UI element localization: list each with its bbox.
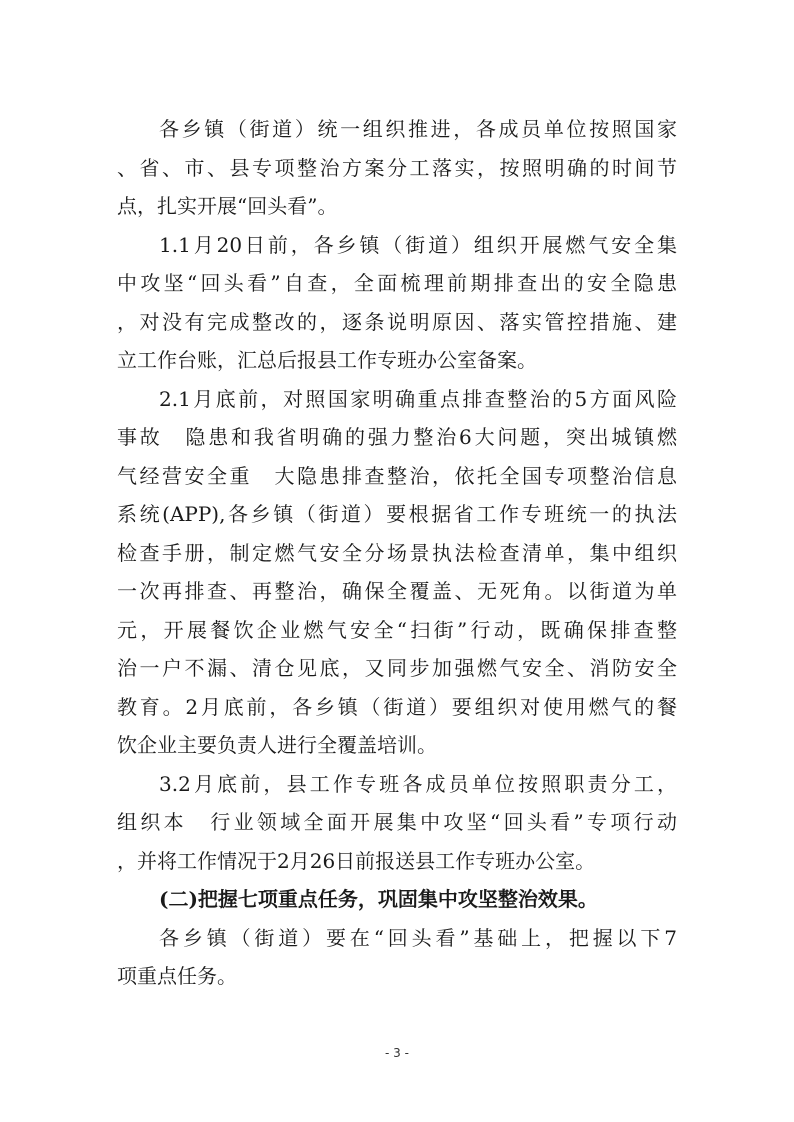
paragraph-closing — [117, 919, 677, 996]
paragraph-line: ，对没有完成整改的，逐条说明原因、落实管控措施、建 — [117, 309, 677, 334]
paragraph-line: 1.1月20日前，各乡镇（街道）组织开展燃气安全集 — [159, 232, 677, 257]
paragraph-line: 系统(APP),各乡镇（街道）要根据省工作专班统一的执法 — [117, 502, 677, 526]
paragraph-line: 治一户不漏、清仓见底，又同步加强燃气安全、消防安全 — [117, 656, 677, 680]
paragraph-line: 一次再排查、再整治，确保全覆盖、无死角。以街道为单 — [117, 579, 677, 603]
paragraph-line: ，并将工作情况于2月26日前报送县工作专班办公室。 — [117, 848, 596, 873]
paragraph-line: 事故 隐患和我省明确的强力整治6大问题，突出城镇燃 — [117, 425, 677, 449]
paragraph-line: 2.1月底前，对照国家明确重点排查整治的5方面风险 — [159, 386, 677, 411]
paragraph-line: 立工作台账，汇总后报县工作专班办公室备案。 — [117, 348, 537, 372]
paragraph-line: 组织本 行业领域全面开展集中攻坚“回头看”专项行动 — [117, 810, 677, 834]
paragraph-line: 饮企业主要负责人进行全覆盖培训。 — [117, 733, 437, 757]
document-body — [117, 110, 677, 996]
section-heading-text: (二)把握七项重点任务，巩固集中攻坚整治效果。 — [159, 887, 598, 911]
paragraph-item-3 — [117, 765, 677, 881]
paragraph-line: 中攻坚“回头看”自查，全面梳理前期排查出的安全隐患 — [117, 271, 677, 295]
paragraph-line: 点，扎实开展“回头看”。 — [117, 194, 338, 218]
paragraph-line: 各乡镇（街道）要在“回头看”基础上，把握以下7 — [159, 925, 677, 950]
paragraph-line: 项重点任务。 — [117, 964, 237, 988]
paragraph-line: 检查手册，制定燃气安全分场景执法检查清单，集中组织 — [117, 540, 677, 565]
paragraph-line: 元，开展餐饮企业燃气安全“扫街”行动，既确保排查整 — [117, 617, 677, 642]
paragraph-line: 、省、市、县专项整治方案分工落实，按照明确的时间节 — [117, 155, 677, 180]
paragraph-line: 各乡镇（街道）统一组织推进，各成员单位按照国家 — [159, 117, 677, 141]
section-heading — [117, 880, 677, 919]
paragraph-intro — [117, 110, 677, 226]
paragraph-item-1 — [117, 226, 677, 380]
paragraph-line: 教育。2月底前，各乡镇（街道）要组织对使用燃气的餐 — [117, 694, 677, 719]
page-number: - 3 - — [385, 1046, 409, 1060]
paragraph-item-2 — [117, 380, 677, 765]
paragraph-line: 3.2月底前，县工作专班各成员单位按照职责分工， — [159, 771, 677, 796]
paragraph-line: 气经营安全重 大隐患排查整治，依托全国专项整治信息 — [117, 463, 677, 488]
